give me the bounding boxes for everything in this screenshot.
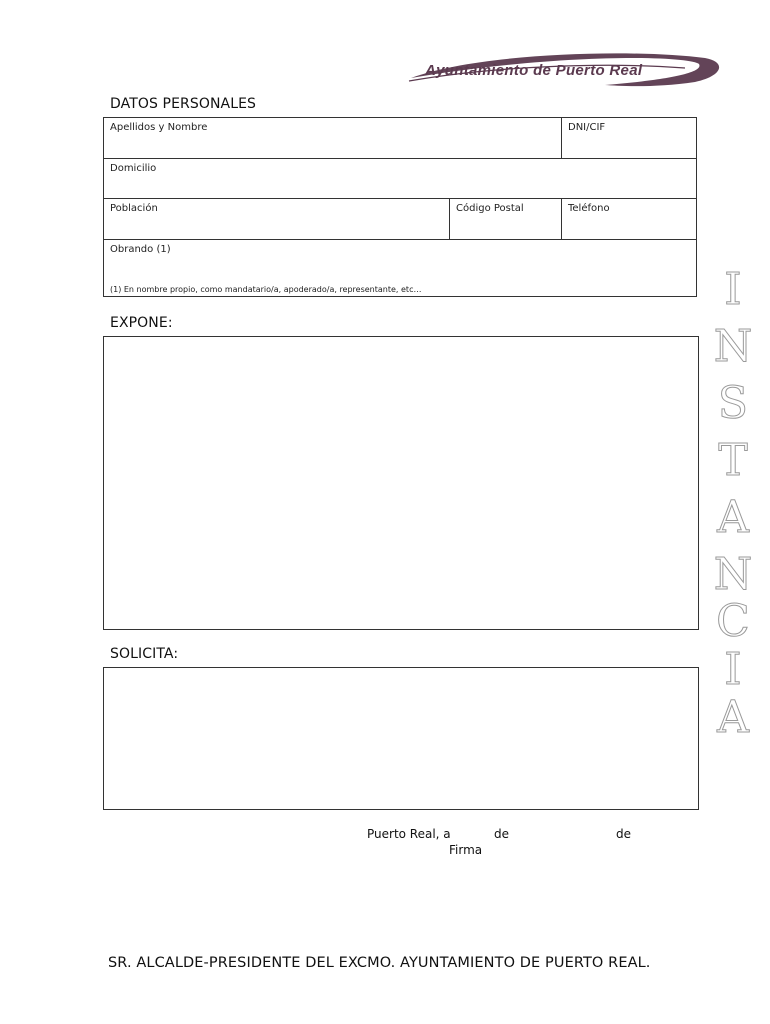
name-label: Apellidos y Nombre	[110, 122, 208, 133]
table-row	[104, 199, 696, 240]
side-letter: T	[718, 435, 748, 486]
side-letter: I	[724, 644, 742, 695]
municipality-logo	[405, 48, 725, 90]
date-de-label: de	[494, 827, 509, 841]
id-label: DNI/CIF	[568, 122, 606, 133]
city-label: Población	[110, 203, 158, 214]
side-letter: C	[716, 596, 750, 647]
side-letter: I	[724, 264, 742, 315]
side-letter: A	[717, 492, 749, 543]
signature-label: Firma	[449, 843, 483, 857]
postal-code-label: Código Postal	[456, 203, 524, 214]
phone-field[interactable]	[561, 199, 696, 239]
acting-field[interactable]	[104, 240, 696, 296]
side-title-instancia	[713, 264, 753, 743]
solicita-textarea[interactable]	[103, 667, 699, 810]
personal-data-table	[103, 117, 697, 297]
city-field[interactable]	[104, 199, 449, 239]
recipient-line: SR. ALCALDE-PRESIDENTE DEL EXCMO. AYUNTAMIENTO DE PUERTO REAL.	[108, 955, 651, 971]
side-letter: S	[717, 378, 749, 429]
table-row	[104, 159, 696, 199]
table-row	[104, 118, 696, 159]
acting-footnote: (1) En nombre propio, como mandatario/a, apoderado/a, representante, etc…	[110, 285, 422, 294]
expone-title: EXPONE:	[110, 315, 173, 331]
date-de-label-2: de	[616, 827, 631, 841]
side-letter: N	[713, 549, 753, 600]
table-row	[104, 240, 696, 296]
id-field[interactable]	[561, 118, 696, 158]
expone-textarea[interactable]	[103, 336, 699, 630]
address-label: Domicilio	[110, 163, 157, 174]
postal-code-field[interactable]	[449, 199, 561, 239]
address-field[interactable]	[104, 159, 696, 198]
side-letter: A	[717, 692, 749, 743]
personal-data-title: DATOS PERSONALES	[110, 96, 257, 112]
acting-label: Obrando (1)	[110, 244, 171, 255]
phone-label: Teléfono	[568, 203, 610, 214]
side-letter: N	[713, 321, 753, 372]
solicita-title: SOLICITA:	[110, 646, 179, 662]
name-field[interactable]	[104, 118, 561, 158]
logo-text: Ayuntamiento de Puerto Real	[425, 62, 643, 79]
place-date-label: Puerto Real, a	[367, 827, 451, 841]
